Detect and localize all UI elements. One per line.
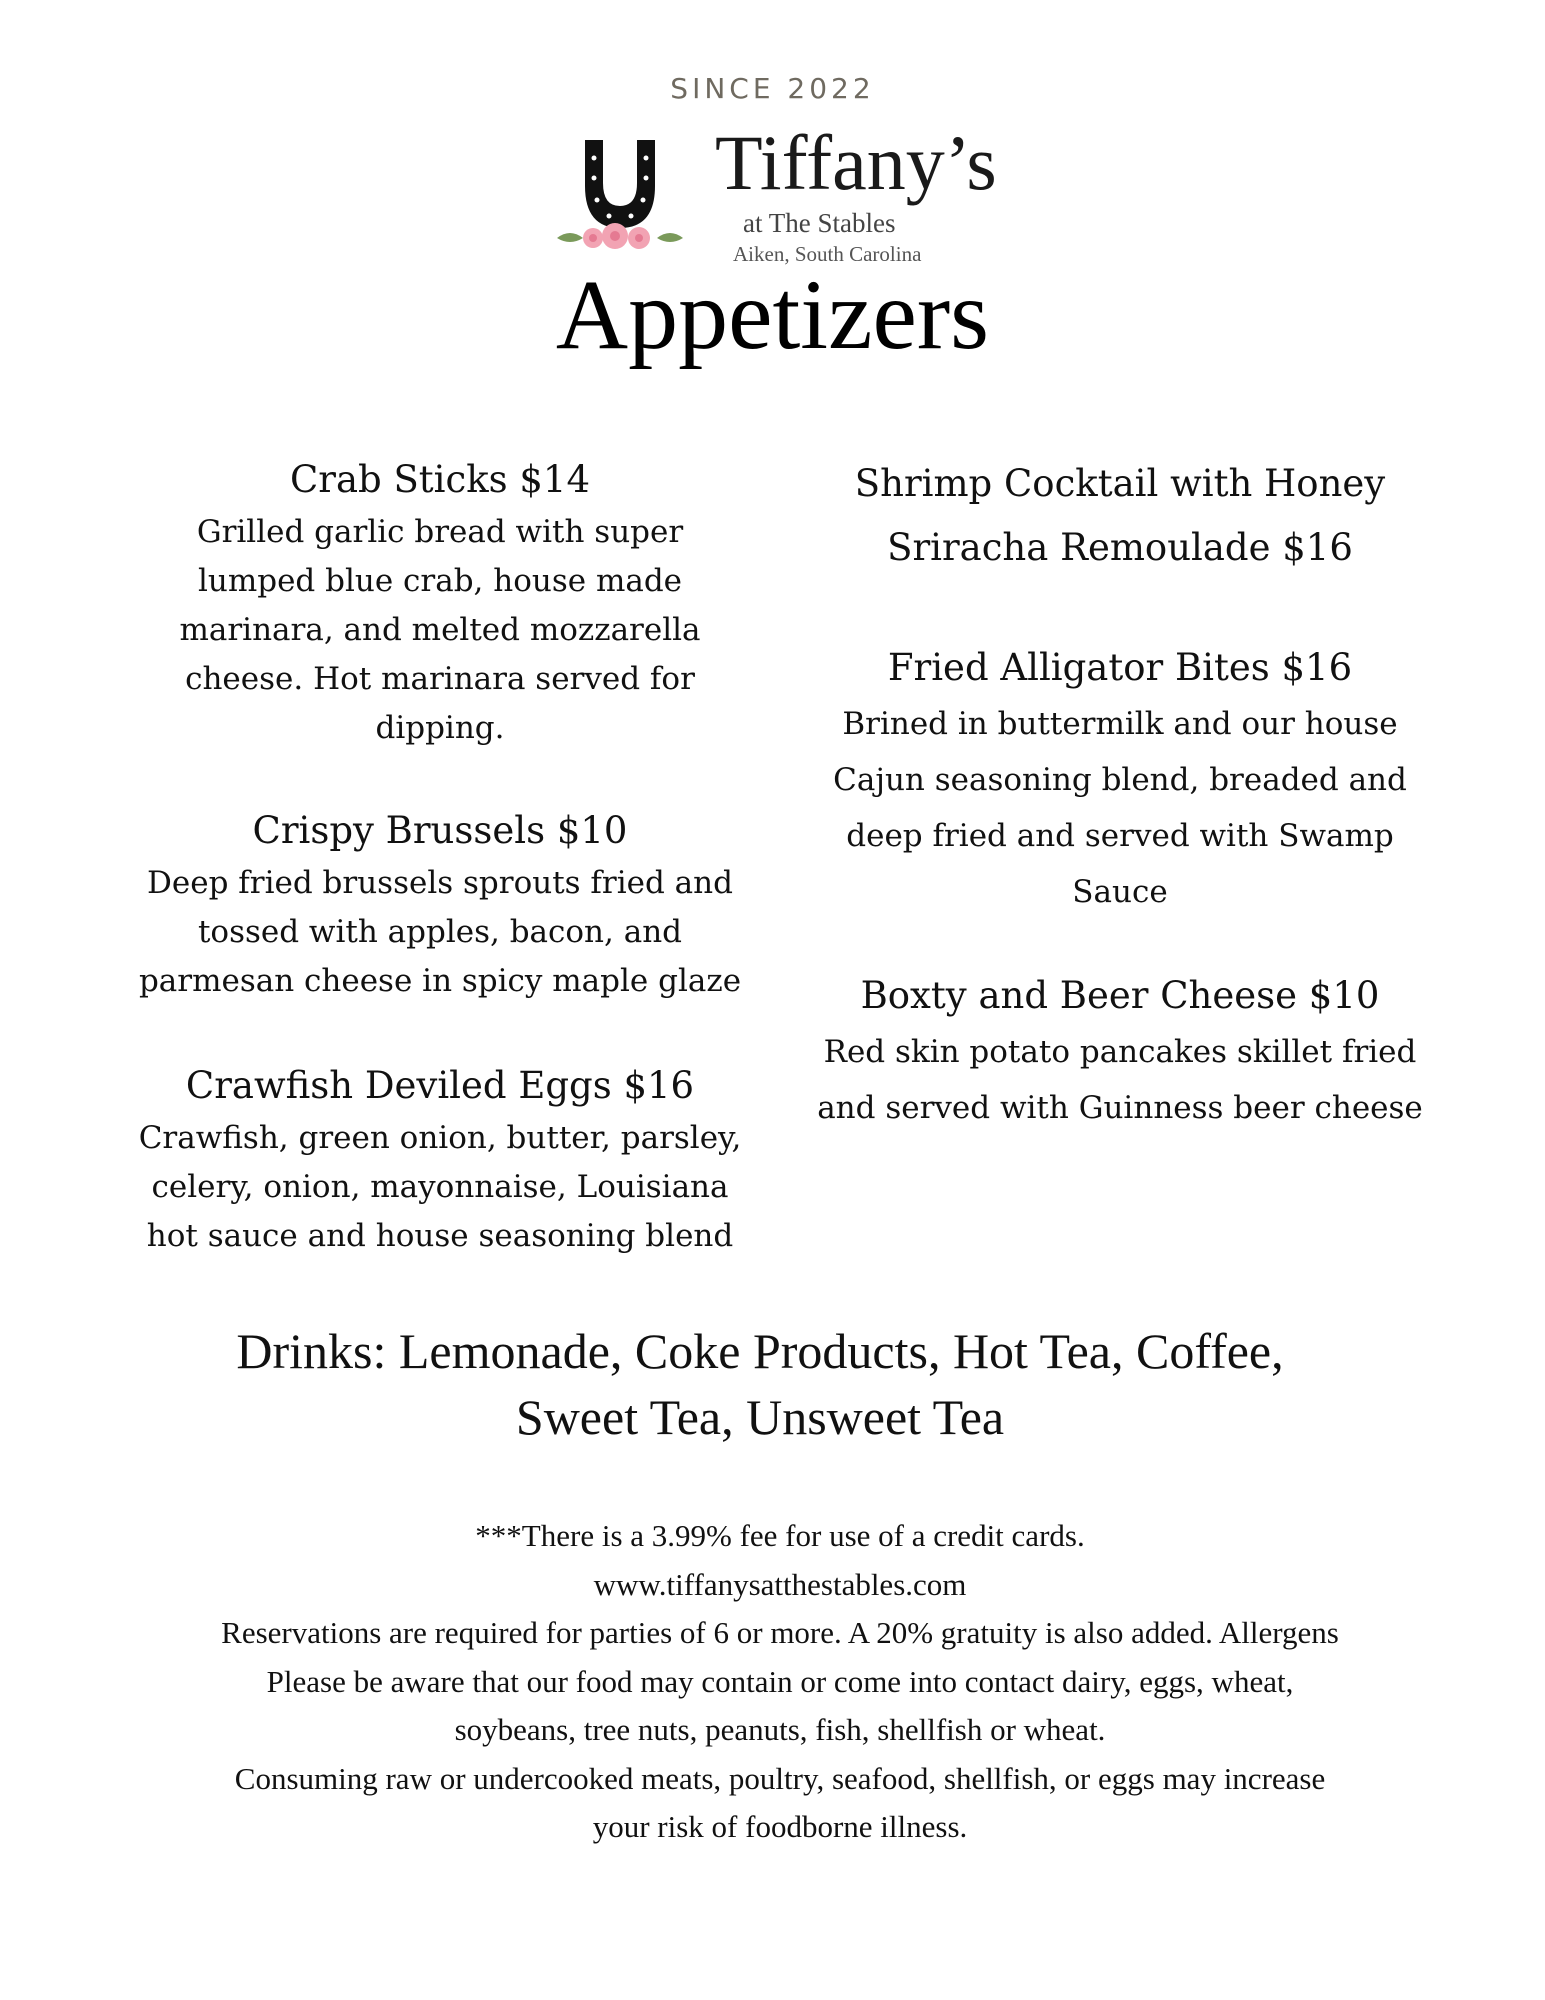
brand-subtitle: at The Stables [743, 208, 896, 238]
item-desc-line: celery, onion, mayonnaise, Louisiana [151, 1169, 729, 1205]
item-name: Sriracha Remoulade $16 [887, 526, 1353, 569]
item-name: Crispy Brussels $10 [252, 809, 628, 852]
since-label: SINCE 2022 [670, 72, 875, 105]
allergen-note: soybeans, tree nuts, peanuts, fish, shellfish or wheat. [454, 1712, 1106, 1747]
item-desc-line: parmesan cheese in spicy maple glaze [138, 963, 742, 999]
website-link[interactable]: www.tiffanysatthestables.com [593, 1566, 967, 1602]
consumption-warning: Consuming raw or undercooked meats, poultry, seafood, shellfish, or eggs may increase [234, 1760, 1326, 1796]
logo [555, 118, 995, 268]
item-desc-line: Red skin potato pancakes skillet fried [823, 1034, 1417, 1070]
menu-item-crab-sticks [120, 452, 760, 753]
item-desc-line: cheese. Hot marinara served for [185, 661, 695, 697]
item-desc-line: Deep fried brussels sprouts fried and [147, 865, 733, 901]
item-desc-line: Crawfish, green onion, butter, parsley, [138, 1120, 742, 1156]
allergen-note: Please be aware that our food may contain or come into contact dairy, eggs, wheat, [266, 1663, 1294, 1699]
item-name: Crawfish Deviled Eggs $16 [185, 1064, 695, 1107]
item-name: Crab Sticks $14 [289, 458, 591, 501]
item-desc-line: tossed with apples, bacon, and [197, 914, 683, 950]
item-desc-line: Brined in buttermilk and our house [842, 706, 1398, 742]
credit-card-fee-note: ***There is a 3.99% fee for use of a credit cards. [475, 1518, 1085, 1553]
drinks-section [180, 1318, 1340, 1450]
item-desc-line: Grilled garlic bread with super [196, 514, 684, 550]
item-desc-line: lumped blue crab, house made [197, 563, 683, 599]
brand-location: Aiken, South Carolina [733, 242, 922, 266]
menu-column-left [120, 452, 760, 1261]
item-name: Fried Alligator Bites $16 [887, 646, 1353, 689]
menu-item-boxty-beer-cheese [790, 968, 1450, 1136]
item-desc-line: dipping. [375, 710, 505, 746]
menu-item-shrimp-cocktail [790, 452, 1450, 580]
item-name: Boxty and Beer Cheese $10 [860, 974, 1380, 1017]
item-desc-line: hot sauce and house seasoning blend [146, 1218, 734, 1254]
notes-section [150, 1512, 1410, 1852]
item-desc-line: Sauce [1072, 874, 1168, 910]
item-desc-line: marinara, and melted mozzarella [179, 612, 701, 648]
menu-item-crawfish-deviled-eggs [120, 1058, 760, 1261]
item-desc-line: and served with Guinness beer cheese [817, 1090, 1423, 1126]
drinks-line: Drinks: Lemonade, Coke Products, Hot Tea, Coffee, [236, 1323, 1284, 1379]
menu-item-crispy-brussels [120, 803, 760, 1006]
page-title: Appetizers [555, 259, 990, 370]
menu-item-fried-alligator-bites [790, 640, 1450, 920]
reservation-note: Reservations are required for parties of 6 or more. A 20% gratuity is also added. Allergens [221, 1615, 1339, 1650]
drinks-line: Sweet Tea, Unsweet Tea [515, 1389, 1005, 1445]
consumption-warning: your risk of foodborne illness. [592, 1809, 968, 1844]
item-desc-line: deep fried and served with Swamp [846, 818, 1394, 854]
brand-name: Tiffany’s [715, 119, 997, 206]
item-desc-line: Cajun seasoning blend, breaded and [833, 762, 1407, 798]
flowers-icon [555, 218, 685, 258]
menu-column-right [790, 452, 1450, 1136]
item-name: Shrimp Cocktail with Honey [854, 462, 1386, 505]
